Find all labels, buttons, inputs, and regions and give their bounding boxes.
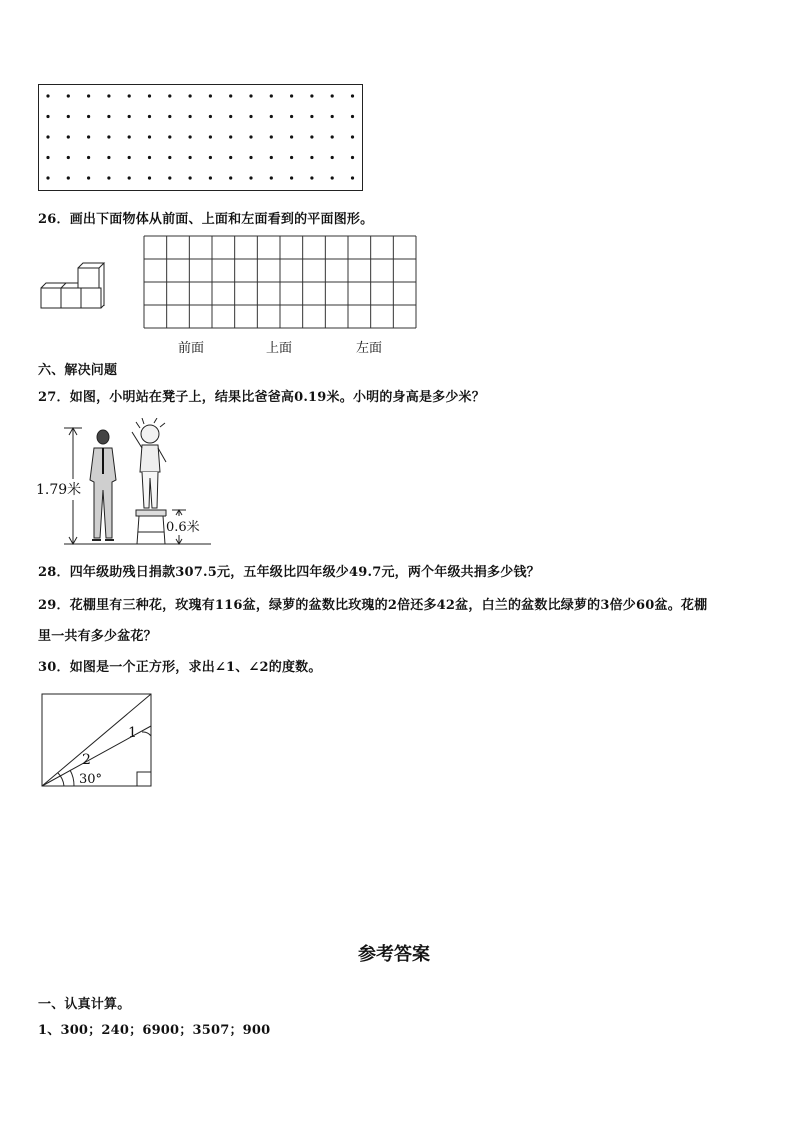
grid-dot: [67, 94, 70, 97]
grid-dot: [148, 176, 151, 179]
grid-dot: [46, 156, 49, 159]
grid-dot: [270, 156, 273, 159]
grid-dot: [87, 115, 90, 118]
grid-dot: [46, 94, 49, 97]
grid-dot: [249, 135, 252, 138]
question-30: 30．如图是一个正方形，求出∠1、∠2的度数。: [38, 660, 322, 675]
grid-dot: [290, 176, 293, 179]
question-29-line2: 里一共有多少盆花？: [38, 629, 157, 644]
grid-dot: [209, 115, 212, 118]
grid-dot: [46, 115, 49, 118]
grid-dot: [249, 156, 252, 159]
grid-dot: [67, 156, 70, 159]
grid-dot: [270, 135, 273, 138]
grid-dot: [87, 156, 90, 159]
grid-dot: [128, 115, 131, 118]
grid-dot: [270, 115, 273, 118]
grid-dot: [229, 115, 232, 118]
dot-grid: [38, 84, 364, 192]
grid-dot: [331, 115, 334, 118]
grid-dot: [128, 135, 131, 138]
grid-dot: [168, 135, 171, 138]
grid-dot: [310, 115, 313, 118]
grid-dot: [270, 94, 273, 97]
view-grid: [143, 235, 417, 329]
grid-dot: [168, 94, 171, 97]
label-top: 上面: [266, 341, 293, 356]
grid-dot: [107, 135, 110, 138]
section-6-heading: 六、解决问题: [38, 363, 118, 378]
grid-dot: [148, 115, 151, 118]
grid-dot: [331, 176, 334, 179]
grid-dot: [189, 135, 192, 138]
grid-dot: [46, 135, 49, 138]
grid-dot: [290, 94, 293, 97]
answers-section-1: 一、认真计算。: [38, 997, 131, 1012]
grid-dot: [87, 176, 90, 179]
grid-dot: [107, 94, 110, 97]
question-27: 27．如图，小明站在凳子上，结果比爸爸高0.19米。小明的身高是多少米？: [38, 390, 485, 405]
grid-dot: [310, 94, 313, 97]
grid-dot: [168, 156, 171, 159]
grid-dot: [87, 135, 90, 138]
grid-dot: [128, 94, 131, 97]
question-26: 26．画出下面物体从前面、上面和左面看到的平面图形。: [38, 212, 374, 227]
grid-dot: [229, 156, 232, 159]
cube-stack-figure: [38, 262, 108, 314]
grid-dot: [67, 115, 70, 118]
grid-dot: [209, 176, 212, 179]
answers-item-1: 1、300；240；6900；3507；900: [38, 1023, 271, 1038]
grid-dot: [229, 135, 232, 138]
grid-dot: [229, 176, 232, 179]
grid-dot: [107, 176, 110, 179]
dad-height-label: 1.79米: [36, 479, 81, 499]
grid-dot: [310, 176, 313, 179]
grid-dot: [148, 94, 151, 97]
grid-dot: [310, 156, 313, 159]
grid-dot: [351, 94, 354, 97]
grid-dot: [351, 176, 354, 179]
grid-dot: [189, 156, 192, 159]
question-28: 28．四年级助残日捐款307.5元，五年级比四年级少49.7元，两个年级共捐多少钱？: [38, 565, 540, 580]
grid-dot: [290, 156, 293, 159]
grid-dot: [209, 135, 212, 138]
grid-dot: [351, 135, 354, 138]
grid-dot: [87, 94, 90, 97]
grid-dot: [46, 176, 49, 179]
angle-30-label: 30°: [79, 772, 103, 787]
grid-dot: [209, 156, 212, 159]
grid-dot: [331, 94, 334, 97]
grid-dot: [189, 176, 192, 179]
grid-dot: [310, 135, 313, 138]
grid-dot: [168, 176, 171, 179]
angle-1-label: 1: [128, 725, 137, 741]
grid-dot: [249, 115, 252, 118]
grid-dot: [331, 156, 334, 159]
grid-dot: [331, 135, 334, 138]
grid-dot: [290, 115, 293, 118]
grid-dot: [249, 94, 252, 97]
grid-dot: [67, 176, 70, 179]
grid-dot: [270, 176, 273, 179]
grid-dot: [229, 94, 232, 97]
question-29-line1: 29．花棚里有三种花，玫瑰有116盆，绿萝的盆数比玫瑰的2倍还多42盆，白兰的盆数比绿萝的3倍少60盆。花棚: [38, 598, 708, 613]
label-left: 左面: [356, 341, 383, 356]
label-front: 前面: [178, 341, 205, 356]
grid-dot: [189, 115, 192, 118]
grid-dot: [148, 135, 151, 138]
grid-dot: [351, 115, 354, 118]
grid-dot: [148, 156, 151, 159]
grid-dot: [249, 176, 252, 179]
stool-height-label: 0.6米: [166, 516, 200, 535]
grid-dot: [290, 135, 293, 138]
grid-dot: [128, 156, 131, 159]
grid-dot: [107, 115, 110, 118]
answers-title: 参考答案: [358, 944, 430, 965]
grid-dot: [168, 115, 171, 118]
grid-dot: [351, 156, 354, 159]
grid-dot: [209, 94, 212, 97]
grid-dot: [128, 176, 131, 179]
angle-2-label: 2: [82, 752, 91, 768]
grid-dot: [189, 94, 192, 97]
grid-dot: [107, 156, 110, 159]
grid-dot: [67, 135, 70, 138]
